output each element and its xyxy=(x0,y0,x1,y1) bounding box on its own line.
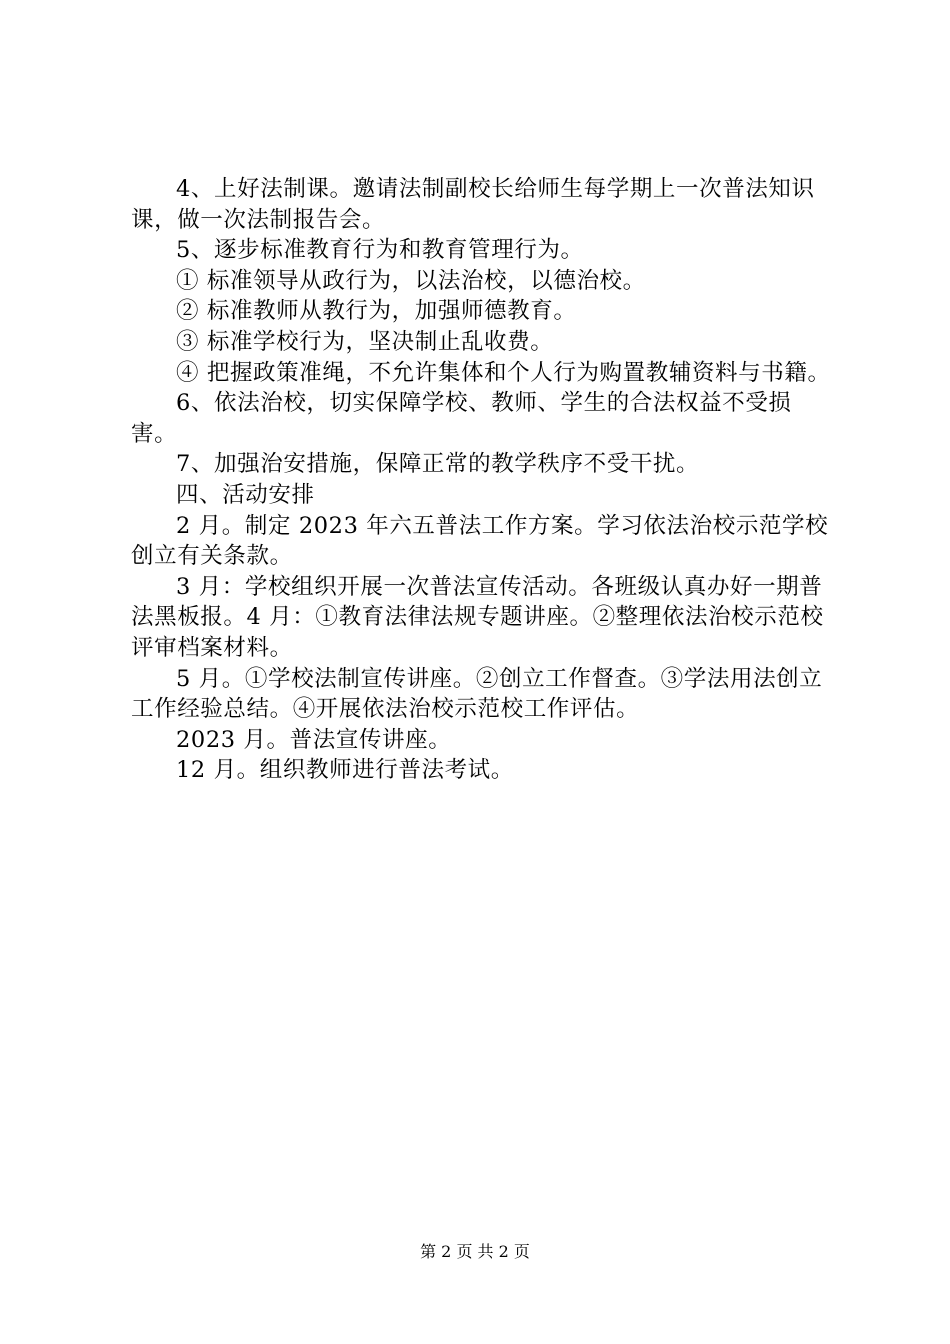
schedule-2023: 2023 月。普法宣传讲座。 xyxy=(176,726,452,753)
paragraph-subitem-2: ② 标准教师从教行为，加强师德教育。 xyxy=(176,298,577,325)
schedule-december: 12 月。组织教师进行普法考试。 xyxy=(176,757,514,784)
page-footer xyxy=(0,1242,950,1262)
page-number: 第 2 页 共 2 页 xyxy=(420,1242,530,1261)
paragraph-subitem-1: ① 标准领导从政行为，以法治校，以德治校。 xyxy=(176,267,646,294)
paragraph-subitem-3: ③ 标准学校行为，坚决制止乱收费。 xyxy=(176,328,554,355)
document-body xyxy=(131,174,831,786)
paragraph-item-6: 6、依法治校，切实保障学校、教师、学生的合法权益不受损害。 xyxy=(131,390,792,447)
paragraph-item-7: 7、加强治安措施，保障正常的教学秩序不受干扰。 xyxy=(176,451,700,478)
schedule-may: 5 月。①学校法制宣传讲座。②创立工作督查。③学法用法创立工作经验总结。④开展依法治校示范校工作评估。 xyxy=(131,665,823,723)
paragraph-item-5: 5、逐步标准教育行为和教育管理行为。 xyxy=(176,237,584,264)
schedule-february: 2 月。制定 2023 年六五普法工作方案。学习依法治校示范学校创立有关条款。 xyxy=(131,512,829,570)
section-heading: 四、活动安排 xyxy=(176,481,315,508)
schedule-march-april: 3 月：学校组织开展一次普法宣传活动。各班级认真办好一期普法黑板报。4 月：①教育法律法规专题讲座。②整理依法治校示范校评审档案材料。 xyxy=(131,573,824,661)
paragraph-item-4: 4、上好法制课。邀请法制副校长给师生每学期上一次普法知识课，做一次法制报告会。 xyxy=(131,176,815,233)
paragraph-subitem-4: ④ 把握政策准绳，不允许集体和个人行为购置教辅资料与书籍。 xyxy=(176,359,831,386)
